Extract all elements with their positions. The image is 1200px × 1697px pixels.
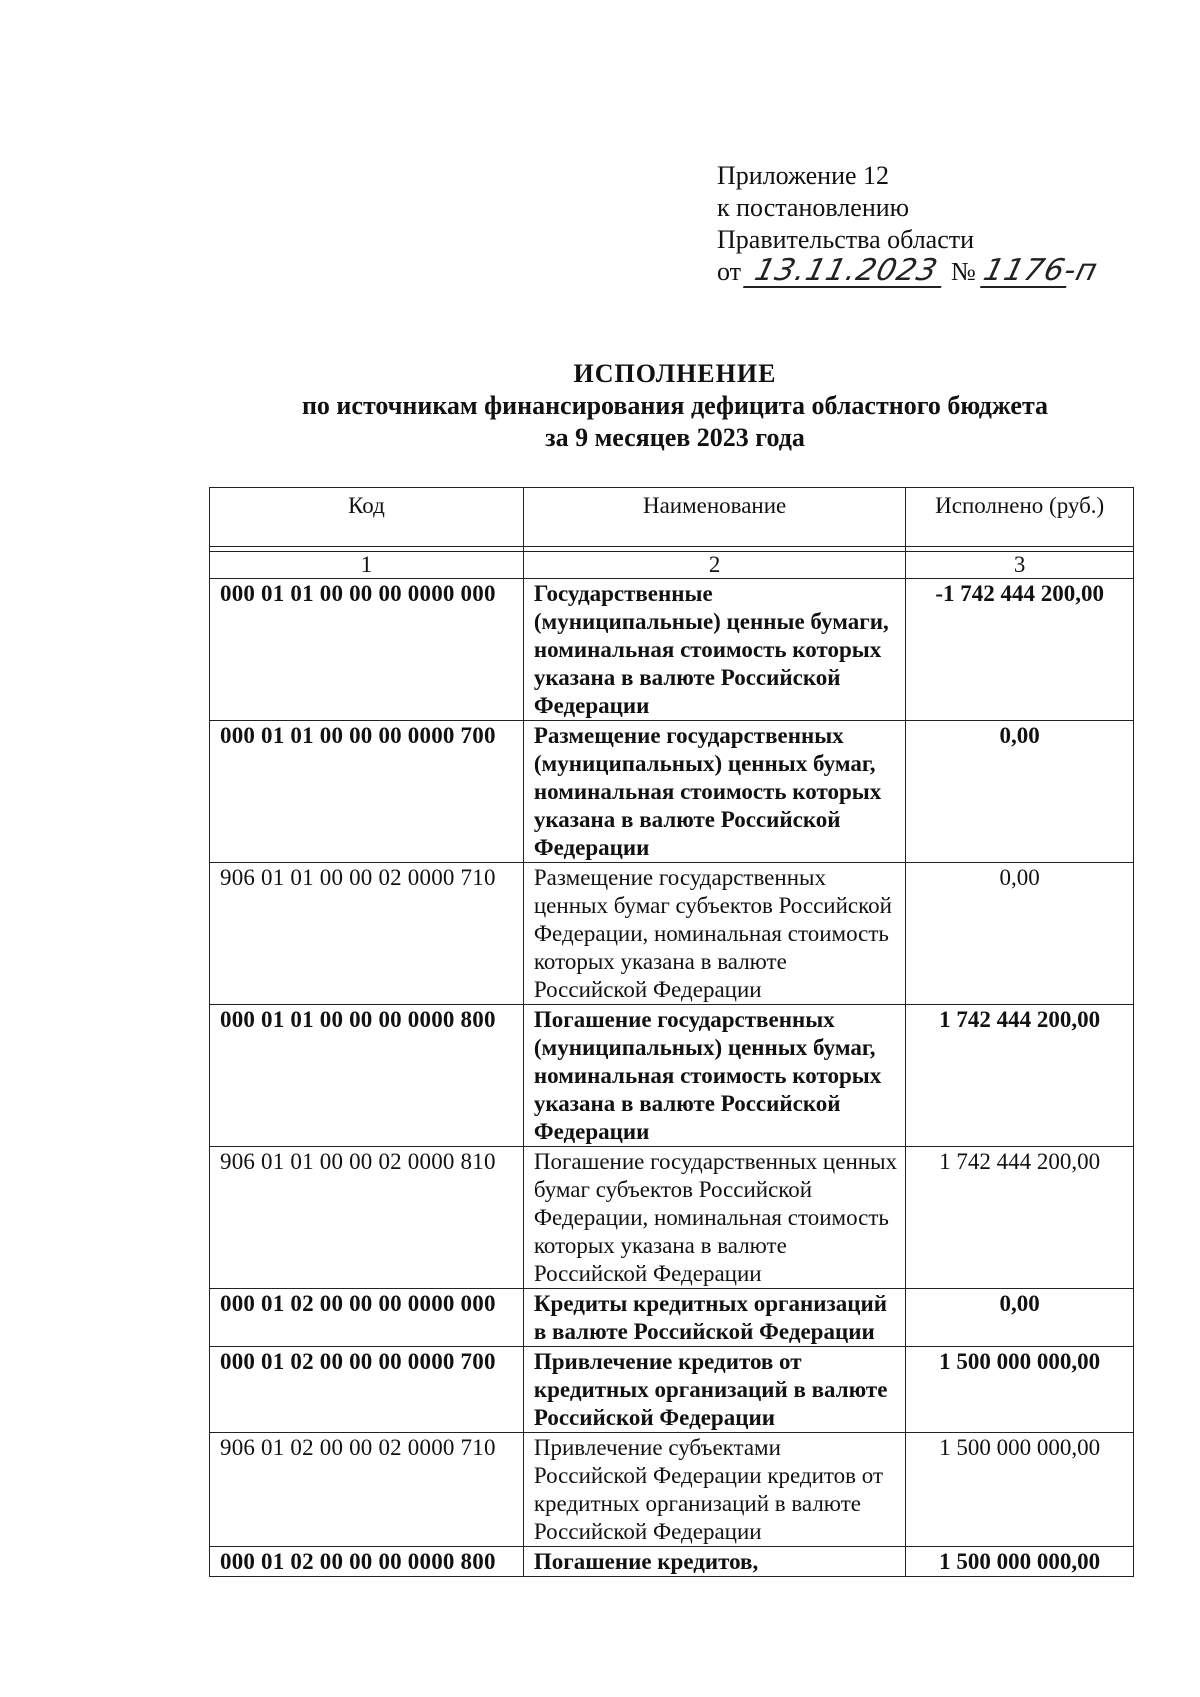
appendix-line-3: Правительства области bbox=[717, 225, 975, 254]
code-cell: 000 01 02 00 00 00 0000 000 bbox=[210, 1289, 524, 1347]
code-cell: 000 01 01 00 00 00 0000 700 bbox=[210, 721, 524, 863]
date-prefix: от bbox=[717, 257, 742, 286]
name-cell: Кредиты кредитных организаций в валюте Российской Федерации bbox=[523, 1289, 905, 1347]
title-main: ИСПОЛНЕНИЕ bbox=[573, 359, 777, 388]
name-cell: Погашение государственных (муниципальных) ценных бумаг, номинальная стоимость которых указана в валюте Российской Федерации bbox=[523, 1005, 905, 1147]
table-row bbox=[210, 579, 1134, 721]
column-number: 3 bbox=[906, 552, 1134, 579]
amount-cell: 1 742 444 200,00 bbox=[906, 1005, 1134, 1147]
document-title bbox=[205, 358, 1145, 454]
header-code: Код bbox=[210, 488, 524, 547]
name-cell: Государственные (муниципальные) ценные бумаги, номинальная стоимость которых указана в валюте Российской Федерации bbox=[523, 579, 905, 721]
amount-cell: 1 500 000 000,00 bbox=[906, 1347, 1134, 1433]
amount-cell: 1 500 000 000,00 bbox=[906, 1547, 1134, 1577]
amount-cell: 0,00 bbox=[906, 863, 1134, 1005]
code-cell: 000 01 01 00 00 00 0000 800 bbox=[210, 1005, 524, 1147]
column-number: 1 bbox=[210, 552, 524, 579]
name-cell: Погашение государственных ценных бумаг субъектов Российской Федерации, номинальная стоимость которых указана в валюте Российской Федерации bbox=[523, 1147, 905, 1289]
code-cell: 000 01 01 00 00 00 0000 000 bbox=[210, 579, 524, 721]
table-row bbox=[210, 863, 1134, 1005]
table-row bbox=[210, 1547, 1134, 1577]
appendix-block bbox=[717, 160, 1102, 288]
handwritten-number: 1176-п bbox=[979, 253, 1102, 288]
header-executed: Исполнено (руб.) bbox=[906, 488, 1134, 547]
number-sign: № bbox=[951, 257, 976, 286]
appendix-date-line bbox=[717, 253, 1102, 288]
column-number-row bbox=[210, 552, 1134, 579]
code-cell: 906 01 01 00 00 02 0000 810 bbox=[210, 1147, 524, 1289]
name-cell: Привлечение субъектами Российской Федерации кредитов от кредитных организаций в валюте Российской Федерации bbox=[523, 1433, 905, 1547]
amount-cell: -1 742 444 200,00 bbox=[906, 579, 1134, 721]
title-subtitle: по источникам финансирования дефицита областного бюджета bbox=[301, 391, 1049, 420]
handwritten-date: 13.11.2023 bbox=[743, 256, 949, 288]
table-row bbox=[210, 1005, 1134, 1147]
table-row bbox=[210, 1289, 1134, 1347]
code-cell: 000 01 02 00 00 00 0000 700 bbox=[210, 1347, 524, 1433]
table-row bbox=[210, 1147, 1134, 1289]
code-cell: 906 01 01 00 00 02 0000 710 bbox=[210, 863, 524, 1005]
column-number: 2 bbox=[523, 552, 905, 579]
table-row bbox=[210, 1433, 1134, 1547]
amount-cell: 0,00 bbox=[906, 1289, 1134, 1347]
name-cell: Погашение кредитов, bbox=[523, 1547, 905, 1577]
name-cell: Размещение государственных (муниципальных) ценных бумаг, номинальная стоимость которых указана в валюте Российской Федерации bbox=[523, 721, 905, 863]
budget-deficit-sources-table bbox=[209, 487, 1134, 1577]
header-name: Наименование bbox=[523, 488, 905, 547]
appendix-line-2: к постановлению bbox=[717, 193, 910, 222]
code-cell: 906 01 02 00 00 02 0000 710 bbox=[210, 1433, 524, 1547]
table-header-row bbox=[210, 488, 1134, 547]
name-cell: Размещение государственных ценных бумаг субъектов Российской Федерации, номинальная стоимость которых указана в валюте Российской Федерации bbox=[523, 863, 905, 1005]
name-cell: Привлечение кредитов от кредитных организаций в валюте Российской Федерации bbox=[523, 1347, 905, 1433]
appendix-line-1: Приложение 12 bbox=[717, 161, 890, 190]
amount-cell: 1 742 444 200,00 bbox=[906, 1147, 1134, 1289]
table-row bbox=[210, 1347, 1134, 1433]
code-cell: 000 01 02 00 00 00 0000 800 bbox=[210, 1547, 524, 1577]
amount-cell: 0,00 bbox=[906, 721, 1134, 863]
title-period: за 9 месяцев 2023 года bbox=[545, 423, 805, 452]
amount-cell: 1 500 000 000,00 bbox=[906, 1433, 1134, 1547]
table-row bbox=[210, 721, 1134, 863]
table-body bbox=[210, 579, 1134, 1577]
